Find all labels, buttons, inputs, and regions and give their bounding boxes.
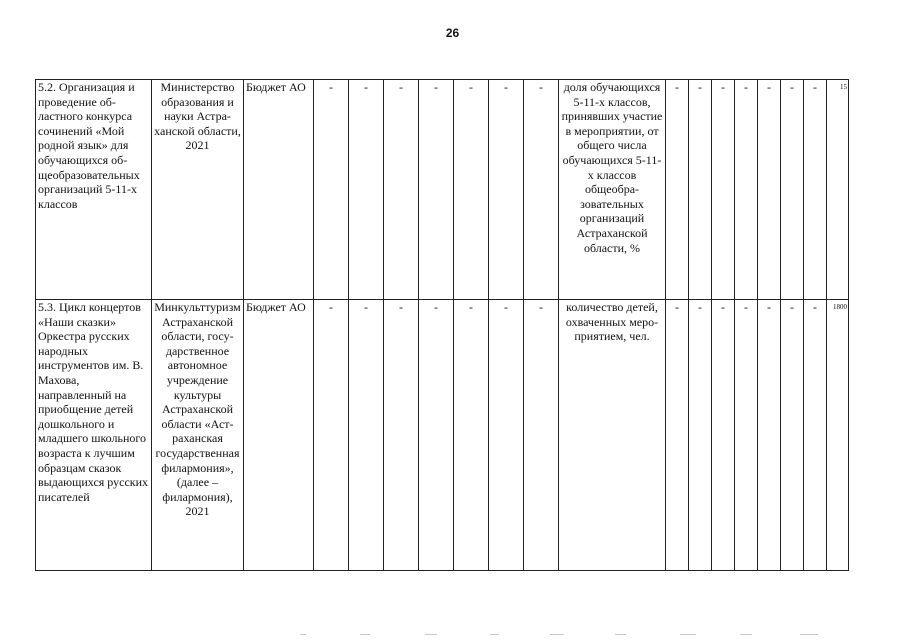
value-cell: - <box>735 80 758 300</box>
funding-cell: - <box>524 300 559 571</box>
activity-title: 5.3. Цикл концертов «Наши сказки» Оркестра русских народных инструментов им. В. Махова, направленный на приобщение детей дошкольного и младшего школьного возраста к лучшим образцам сказок выдающихся русских писателей <box>36 300 152 571</box>
value-cell: - <box>804 80 827 300</box>
table-row <box>36 80 849 300</box>
program-table <box>35 79 849 571</box>
value-cell: - <box>712 300 735 571</box>
value-cell: - <box>689 300 712 571</box>
funding-cell: - <box>524 80 559 300</box>
funding-cell: - <box>419 80 454 300</box>
indicator-cell: количество детей, охваченных мероприятием, чел. <box>559 300 666 571</box>
funding-cell: - <box>384 80 419 300</box>
value-cell: - <box>666 80 689 300</box>
indicator-cell: доля обучающихся 5-11-х классов, принявших участие в мероприятии, от общего числа обучающихся 5-11-х классов общеобразовательных организаций Астраханской области, % <box>559 80 666 300</box>
value-cell: - <box>666 300 689 571</box>
funding-cell: - <box>489 80 524 300</box>
funding-cell: - <box>314 80 349 300</box>
value-cell: - <box>758 80 781 300</box>
table-row <box>36 300 849 571</box>
funding-cell: - <box>349 80 384 300</box>
funding-source: Бюджет АО <box>244 80 314 300</box>
funding-cell: - <box>454 300 489 571</box>
activity-title: 5.2. Организация и проведение областного конкурса сочинений «Мой родной язык» для обучающихся общеобразовательных организаций 5-11-х классов <box>36 80 152 300</box>
final-value-cell: 1800 <box>827 300 849 571</box>
scan-artifact-marks <box>300 628 860 638</box>
value-cell: - <box>781 300 804 571</box>
funding-cell: - <box>419 300 454 571</box>
executor-cell: Министерство образования и науки Астраханской области, 2021 <box>152 80 244 300</box>
value-cell: - <box>781 80 804 300</box>
value-cell: - <box>712 80 735 300</box>
funding-cell: - <box>384 300 419 571</box>
page-number: 26 <box>445 26 460 40</box>
value-cell: - <box>735 300 758 571</box>
value-cell: - <box>689 80 712 300</box>
value-cell: - <box>804 300 827 571</box>
funding-cell: - <box>489 300 524 571</box>
funding-cell: - <box>314 300 349 571</box>
executor-cell: Минкульттуризм Астраханской области, государственное автономное учреждение культуры Астраханской области «Астраханская государственная филармония», (далее – филармония), 2021 <box>152 300 244 571</box>
funding-cell: - <box>349 300 384 571</box>
funding-source: Бюджет АО <box>244 300 314 571</box>
funding-cell: - <box>454 80 489 300</box>
value-cell: - <box>758 300 781 571</box>
final-value-cell: 15 <box>827 80 849 300</box>
